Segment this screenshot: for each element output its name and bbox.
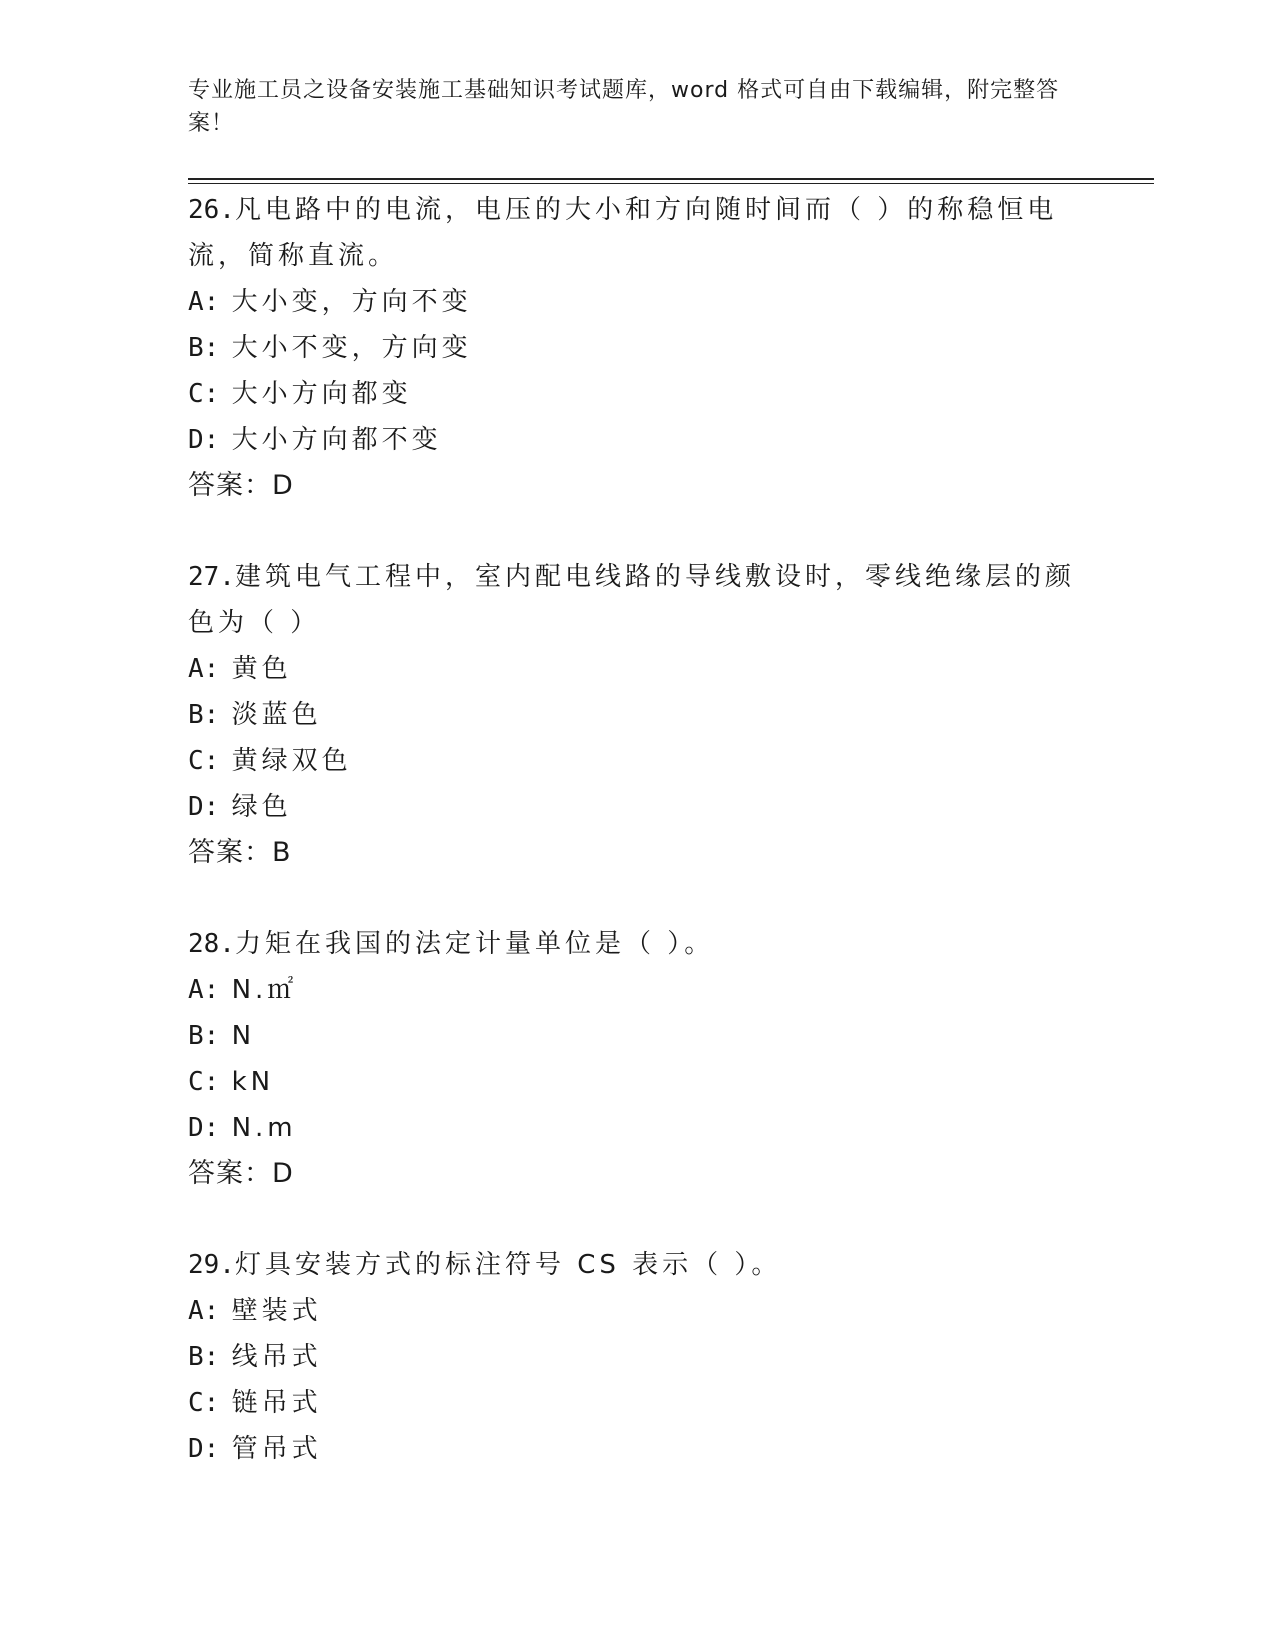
option-a [188,967,1088,1013]
option-text: 大小方向都变 [231,379,412,409]
option-c [188,738,1088,784]
option-text: 黄色 [231,654,292,684]
question-number: 29. [188,1250,235,1280]
question-stem: 力矩在我国的法定计量单位是（ ）。 [234,929,715,959]
option-text: N.㎡ [231,975,298,1005]
question-26 [188,187,1088,509]
option-b [188,1334,1088,1380]
option-d [188,1426,1088,1472]
option-text: N [231,1021,256,1051]
option-d [188,1105,1088,1151]
option-text: 大小不变，方向变 [231,333,472,363]
spacer [188,876,1088,921]
header-divider-thin [188,183,1154,184]
question-text [188,554,1088,646]
option-key: C: [188,379,220,409]
question-number: 27. [188,562,235,592]
option-b [188,325,1088,371]
spacer [188,509,1088,554]
option-text: 大小方向都不变 [231,425,442,455]
option-key: A: [188,1296,220,1326]
option-key: D: [188,1434,220,1464]
option-text: 黄绿双色 [231,746,352,776]
option-key: B: [188,333,220,363]
option-key: C: [188,1067,220,1097]
option-text: N.m [231,1113,297,1143]
option-text: 淡蓝色 [231,700,322,730]
question-27 [188,554,1088,876]
option-text: 链吊式 [231,1388,322,1418]
question-text [188,921,1088,967]
option-key: B: [188,700,220,730]
option-a [188,1288,1088,1334]
option-c [188,1059,1088,1105]
option-b [188,1013,1088,1059]
option-key: D: [188,425,220,455]
question-text [188,187,1088,279]
option-key: B: [188,1342,220,1372]
option-key: A: [188,654,220,684]
question-stem: 灯具安装方式的标注符号 CS 表示（ ）。 [234,1250,782,1280]
answer-line: 答案：B [188,837,292,868]
option-b [188,692,1088,738]
question-text [188,1242,1088,1288]
option-a [188,646,1088,692]
option-key: D: [188,792,220,822]
question-29 [188,1242,1088,1472]
option-text: 绿色 [231,792,292,822]
option-text: kN [231,1067,275,1097]
question-stem: 凡电路中的电流，电压的大小和方向随时间而（ ）的称稳恒电流，简称直流。 [188,195,1058,271]
option-d [188,417,1088,463]
option-key: A: [188,287,220,317]
question-stem: 建筑电气工程中，室内配电线路的导线敷设时，零线绝缘层的颜色为（ ） [188,562,1075,638]
option-key: A: [188,975,220,1005]
option-key: B: [188,1021,220,1051]
spacer [188,1197,1088,1242]
header-divider-thick [188,178,1154,180]
option-text: 大小变，方向不变 [231,287,472,317]
option-key: D: [188,1113,220,1143]
option-c [188,1380,1088,1426]
option-a [188,279,1088,325]
document-header: 专业施工员之设备安装施工基础知识考试题库，word 格式可自由下载编辑，附完整答案！ [188,78,1060,136]
option-key: C: [188,746,220,776]
question-number: 28. [188,929,235,959]
answer-line: 答案：D [188,470,294,501]
option-text: 管吊式 [231,1434,322,1464]
option-d [188,784,1088,830]
option-key: C: [188,1388,220,1418]
option-c [188,371,1088,417]
question-list [188,187,1088,1472]
option-text: 线吊式 [231,1342,322,1372]
question-number: 26. [188,195,235,225]
question-28 [188,921,1088,1197]
answer-line: 答案：D [188,1158,294,1189]
option-text: 壁装式 [231,1296,322,1326]
